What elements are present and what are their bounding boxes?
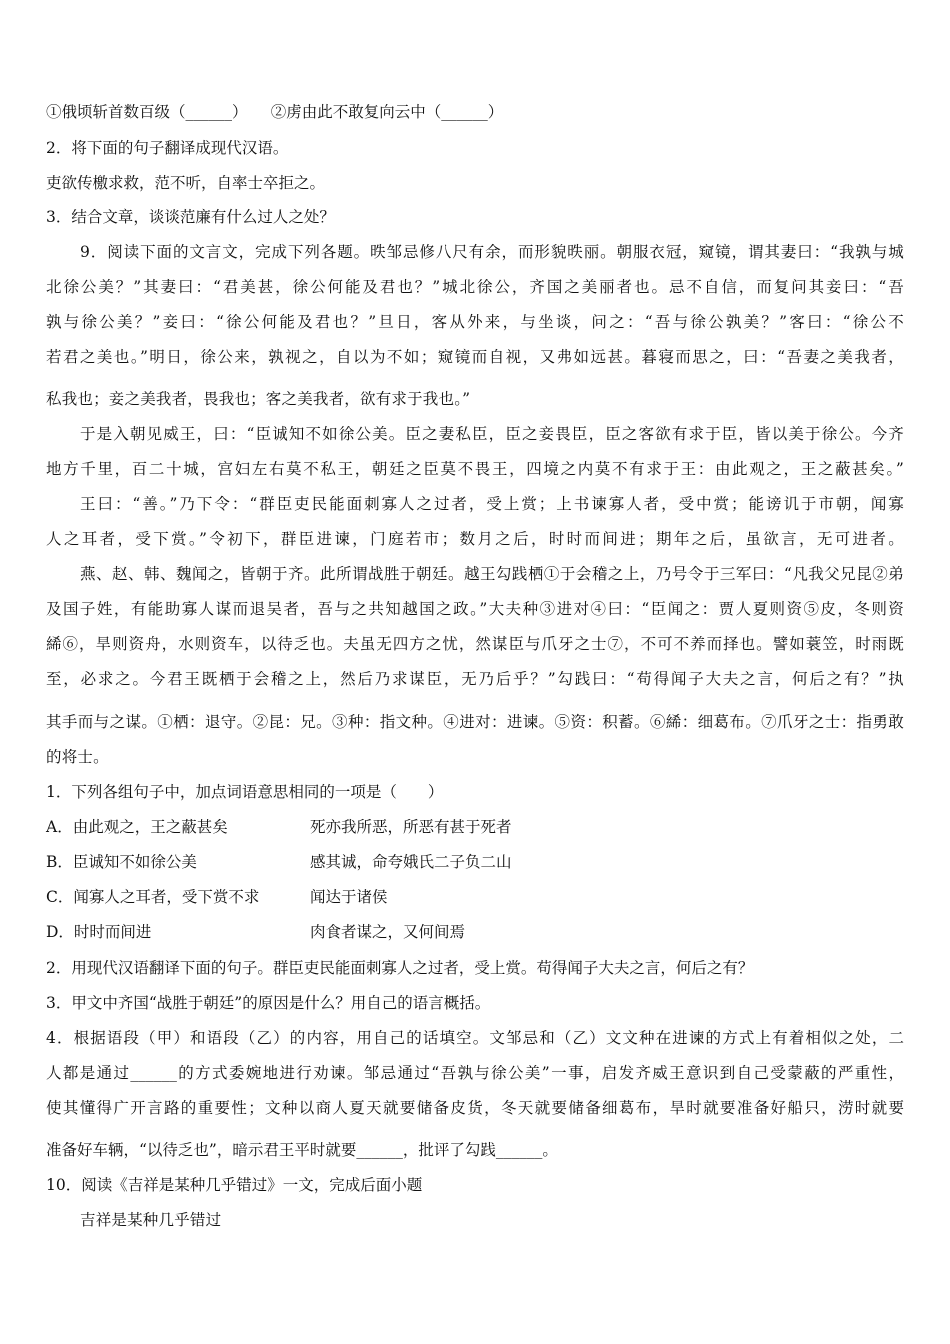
q9-p3-line: 王曰：“善。”乃下令：“群臣吏民能面刺寡人之过者，受上赏；上书谏寡人者，受中赏；能谤讥于市朝，闻寡 (80, 495, 904, 513)
q1-items: ①俄顷斩首数百级（______） ②虏由此不敢复向云中（______） (46, 103, 504, 121)
option-a-right: 死亦我所恶，所恶有甚于死者 (310, 818, 512, 836)
q9-sub3: 3．甲文中齐国“战胜于朝廷”的原因是什么？用自己的语言概括。 (46, 994, 491, 1012)
option-b-left: B．臣诚知不如徐公美 (46, 853, 197, 871)
option-b (46, 852, 904, 872)
q9-p1-line: 北徐公美？”其妻曰：“君美甚，徐公何能及君也？”城北徐公，齐国之美丽者也。忌不自信，而复问其妾曰：“吾 (46, 278, 904, 296)
q9-p4-line: 及国子姓，有能助寡人谋而退吴者，吾与之共知越国之政。”大夫种③进对④曰：“臣闻之：贾人夏则资⑤皮，冬则资 (46, 600, 904, 618)
q2-sentence: 吏欲传檄求救，范不听，自率士卒拒之。 (46, 174, 326, 192)
q9-p2-line: 地方千里，百二十城，宫妇左右莫不私王，朝廷之臣莫不畏王，四境之内莫不有求于王：由此观之，王之蔽甚矣。” (46, 460, 904, 478)
q9-sub1: 1．下列各组句子中，加点词语意思相同的一项是（ ） (46, 783, 444, 801)
q9-p2-line: 于是入朝见威王，曰：“臣诚知不如徐公美。臣之妻私臣，臣之妾畏臣，臣之客欲有求于臣，皆以美于徐公。今齐 (80, 425, 904, 443)
q9-p1-line: 若君之美也。”明日，徐公来，孰视之，自以为不如；窥镜而自视，又弗如远甚。暮寝而思之，曰：“吾妻之美我者， (46, 348, 904, 366)
q9-p1-line: 孰与徐公美？”妾曰：“徐公何能及君也？”旦日，客从外来，与坐谈，问之：“吾与徐公孰美？”客曰：“徐公不 (46, 313, 904, 331)
q2-instruction: 2．将下面的句子翻译成现代汉语。 (46, 139, 289, 157)
q9-p4-line: 絺⑥，旱则资舟，水则资车，以待乏也。夫虽无四方之忧，然谋臣与爪牙之士⑦，不可不养而择也。譬如蓑笠，时雨既 (46, 635, 904, 653)
q9-p1-line: 私我也；妾之美我者，畏我也；客之美我者，欲有求于我也。” (46, 390, 471, 408)
q9-p4-line: 至，必求之。今君王既栖于会稽之上，然后乃求谋臣，无乃后乎？”勾践曰：“苟得闻子大夫之言，何后之有？”执 (46, 670, 904, 688)
option-d-left: D．时时而间进 (46, 923, 152, 941)
q9-p3-line: 人之耳者，受下赏。”令初下，群臣进谏，门庭若市；数月之后，时时而间进；期年之后，虽欲言，无可进者。 (46, 530, 904, 548)
q9-p4-line: 的将士。 (46, 748, 109, 766)
q9-p1-line: 9．阅读下面的文言文，完成下列各题。昳邹忌修八尺有余，而形貌昳丽。朝服衣冠，窥镜，谓其妻曰：“我孰与城 (80, 243, 904, 261)
option-b-right: 感其诚，命夸娥氏二子负二山 (310, 853, 512, 871)
q9-sub4-line: 准备好车辆，“以待乏也”，暗示君王平时就要______，批评了勾践______。 (46, 1141, 558, 1159)
option-c-right: 闻达于诸侯 (310, 888, 388, 906)
option-c (46, 887, 904, 907)
q10-title: 10．阅读《吉祥是某种几乎错过》一文，完成后面小题 (46, 1176, 423, 1194)
option-d (46, 922, 904, 942)
q9-sub4-line: 人都是通过______的方式委婉地进行劝谏。邹忌通过“吾孰与徐公美”一事，启发齐威王意识到自己受蒙蔽的严重性， (46, 1064, 904, 1082)
option-a (46, 817, 904, 837)
q9-sub2: 2．用现代汉语翻译下面的句子。群臣吏民能面刺寡人之过者，受上赏。苟得闻子大夫之言，何后之有？ (46, 959, 754, 977)
q9-sub4-line: 4．根据语段（甲）和语段（乙）的内容，用自己的话填空。文邹忌和（乙）文文种在进谏的方式上有着相似之处，二 (46, 1029, 904, 1047)
q10-heading: 吉祥是某种几乎错过 (80, 1211, 222, 1229)
q9-p4-line: 燕、赵、韩、魏闻之，皆朝于齐。此所谓战胜于朝廷。越王勾践栖①于会稽之上，乃号令于三军曰：“凡我父兄昆②弟 (80, 565, 904, 583)
option-a-left: A．由此观之，王之蔽甚矣 (46, 818, 228, 836)
q9-sub4-line: 使其懂得广开言路的重要性；文种以商人夏天就要储备皮货，冬天就要储备细葛布，旱时就要准备好船只，涝时就要 (46, 1099, 904, 1117)
q9-p4-line: 其手而与之谋。①栖：退守。②昆：兄。③种：指文种。④进对：进谏。⑤资：积蓄。⑥絺：细葛布。⑦爪牙之士：指勇敢 (46, 713, 904, 731)
option-c-left: C．闻寡人之耳者，受下赏不求 (46, 888, 260, 906)
q3-question: 3．结合文章，谈谈范廉有什么过人之处？ (46, 208, 335, 226)
option-d-right: 肉食者谋之，又何间焉 (310, 923, 466, 941)
